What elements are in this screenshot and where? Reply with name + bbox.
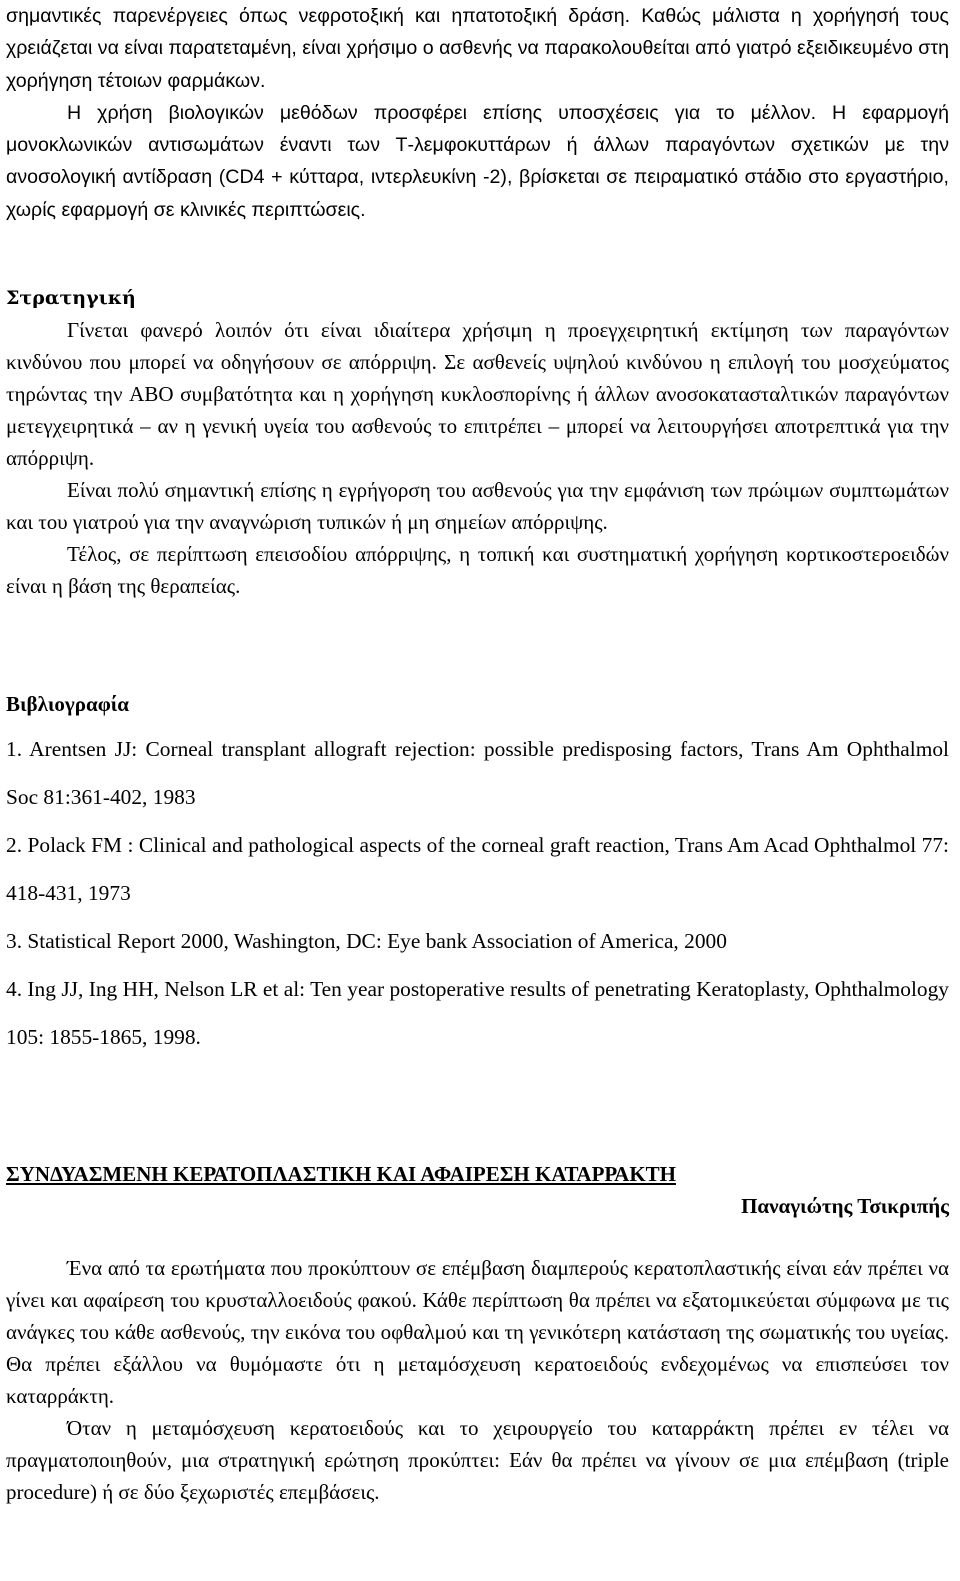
article-paragraph-1: Ένα από τα ερωτήματα που προκύπτουν σε επέμβαση διαμπερούς κερατοπλαστικής είναι εάν πρέπει να γίνει και αφαίρεση του κρυσταλλοειδούς φακού. Κάθε περίπτωση θα πρέπει να εξατομικεύεται σύμφωνα με τις ανάγκες του κάθε ασθενούς, την εικόνα του οφθαλμού και τη γενικότερη κατάσταση της σωματικής του υγείας. Θα πρέπει εξάλλου να θυμόμαστε ότι η μεταμόσχευση κερατοειδούς ενδεχομένως να επισπεύσει τον καταρράκτη. (6, 1256, 949, 1408)
intro-continuation-paragraph: σημαντικές παρενέργειες όπως νεφροτοξική και ηπατοτοξική δράση. Καθώς μάλιστα η χορήγησή τους χρειάζεται να είναι παρατεταμένη, είναι χρήσιμο ο ασθενής να παρακολουθείται από γιατρό εξειδικευμένο στη χορήγηση τέτοιων φαρμάκων. (6, 5, 949, 92)
article-body (6, 1252, 949, 1508)
strategy-paragraph-2: Είναι πολύ σημαντική επίσης η εγρήγορση του ασθενούς για την εμφάνιση των πρώιμων συμπτωμάτων και του γιατρού για την αναγνώριση τυπικών ή μη σημείων απόρριψης. (6, 478, 949, 534)
article-title: ΣΥΝΔΥΑΣΜΕΝΗ ΚΕΡΑΤΟΠΛΑΣΤΙΚΗ ΚΑΙ ΑΦΑΙΡΕΣΗ ΚΑΤΑΡΡΑΚΤΗ (6, 1162, 677, 1186)
reference-item: 3. Statistical Report 2000, Washington, DC: Eye bank Association of America, 2000 (6, 929, 727, 953)
strategy-heading: Στρατηγική (6, 287, 136, 309)
strategy-paragraph-3: Τέλος, σε περίπτωση επεισοδίου απόρριψης, η τοπική και συστηματική χορήγηση κορτικοστεροειδών είναι η βάση της θεραπείας. (6, 542, 949, 598)
reference-item: 2. Polack FM : Clinical and pathological aspects of the corneal graft reaction, Trans Am Acad Ophthalmol 77: 418-431, 1973 (6, 833, 949, 905)
biologic-methods-paragraph: Η χρήση βιολογικών μεθόδων προσφέρει επίσης υποσχέσεις για το μέλλον. Η εφαρμογή μονοκλωνικών αντισωμάτων έναντι των Τ-λεμφοκυττάρων ή άλλων παραγόντων σχετικών με την ανοσολογική αντίδραση (CD4 + κύτταρα, ιντερλευκίνη -2), βρίσκεται σε πειραματικό στάδιο στο εργαστήριο, χωρίς εφαρμογή σε κλινικές περιπτώσεις. (6, 101, 949, 221)
strategy-section (6, 282, 949, 602)
strategy-paragraph-1: Γίνεται φανερό λοιπόν ότι είναι ιδιαίτερα χρήσιμη η προεγχειρητική εκτίμηση των παραγόντων κινδύνου που μπορεί να οδηγήσουν σε απόρριψη. Σε ασθενείς υψηλού κινδύνου η επιλογή του μοσχεύματος τηρώντας την ABO συμβατότητα και η χορήγηση κυκλοσπορίνης ή άλλων ανοσοκατασταλτικών παραγόντων μετεγχειρητικά – αν η γενική υγεία του ασθενούς το επιτρέπει – μπορεί να λειτουργήσει αποτρεπτικά για την απόρριψη. (6, 318, 949, 470)
reference-list (6, 725, 949, 1061)
article-section (6, 1158, 949, 1508)
intro-section (6, 0, 949, 226)
bibliography-section (6, 688, 949, 1061)
reference-item: 4. Ing JJ, Ing HH, Nelson LR et al: Ten year postoperative results of penetrating Keratoplasty, Ophthalmology 105: 1855-1865, 1998. (6, 977, 949, 1049)
article-author: Παναγιώτης Τσικριπής (741, 1194, 949, 1218)
article-paragraph-2: Όταν η μεταμόσχευση κερατοειδούς και το χειρουργείο του καταρράκτη πρέπει εν τέλει να πραγματοποιηθούν, μια στρατηγική ερώτηση προκύπτει: Εάν θα πρέπει να γίνουν σε μια επέμβαση (triple procedure) ή σε δύο ξεχωριστές επεμβάσεις. (6, 1416, 949, 1504)
bibliography-heading: Βιβλιογραφία (6, 692, 130, 716)
reference-item: 1. Arentsen JJ: Corneal transplant allograft rejection: possible predisposing factors, Trans Am Ophthalmol Soc 81:361-402, 1983 (6, 737, 949, 809)
